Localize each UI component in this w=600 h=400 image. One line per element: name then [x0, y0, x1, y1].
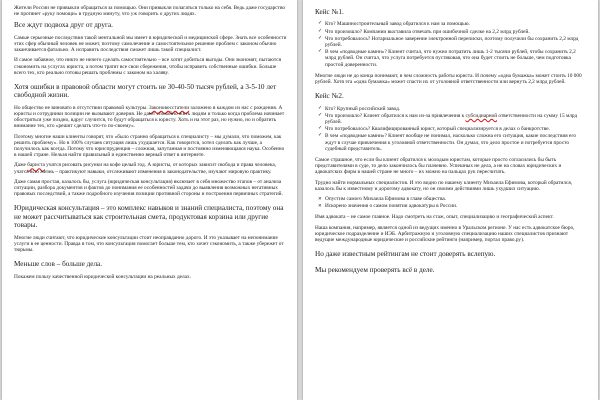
paragraph: Трудно найти нормальных специалистов. И это видно по нашему клиенту Михаила Ефимова, который обратился, казалось бы к известному и дорогому адвокату, но он своими действиями лишь ухудшил ситуацию. — [315, 179, 573, 192]
paragraph: Наша компания, например, является одной из ведущих именно в Уральском регионе. У нас есть адвокатское бюро, юридическое подразделение и ИЭБ. Арбитражную и уголовную специализацию наших специалистов признают ведущие международные юридические и российские рейтинги (например, портал право.ру). — [315, 224, 575, 244]
list-item: ✓ Кто? Крупный российский завод. — [325, 106, 588, 112]
paragraph: Многие люди не до конца понимают, в чем сложность работы юриста. И почему «одна бумажка» может стоить 10 000 рублей. Хотя эта «одна бумажка» может спасти их от уголовной ответственности или вернуть 2,2 млрд рублей. — [315, 72, 582, 86]
list-item — [325, 113, 588, 125]
section-heading: Хотя ошибки в правовой области могут стоить не 30-40-50 тысяч рублей, а 3-5-10 лет свободной жизни. — [14, 83, 277, 100]
case-heading: Кейс №2. — [315, 92, 344, 101]
intro-paragraph: Жители России не привыкли обращаться за помощью. Они привыкли полагаться только на себя. Ведь даже государство не протянет «руку помощи» в трудную минуту, что уж говорить о других людях. — [14, 5, 286, 18]
case-1-list — [315, 21, 588, 67]
paragraph: Поэтому многие наши клиенты говорят, что «было странно обращаться к специалисту – мы думали, что поможем, как решить проблему». Но в 100% случаев ситуация лишь ухудшается. Как говорится, хотел сделать как лучше, а получилось как всегда. Потому что юриспруденция – сложная, запутанная и постоянно изменяющаяся наука. Особенно в нашей стране. Нельзя найти правильный и единственно верный ответ в интернете. — [14, 133, 285, 159]
spellcheck-word[interactable]: субсидиарной — [465, 112, 498, 119]
section-heading: Все ждут подвоха друг от друга. — [14, 21, 113, 30]
page-right — [303, 0, 598, 400]
list-item: ✕ Опустим самого Михаила Ефимова в главе общества. — [325, 196, 588, 202]
spellcheck-word[interactable]: бариста — [27, 162, 45, 169]
text-run: Но общество не виновато в отсутствии правовой культуры. — [14, 104, 149, 111]
text-run: ответственности на сумму 15 млрд рублей. — [325, 112, 578, 126]
list-item: ✓ Кто? Машиностроительный завод обратился к нам за помощью. — [325, 21, 588, 27]
text-run: Даже — [14, 162, 28, 169]
paragraph: И самое забавное, что никто не ничего сделать самостоятельно – все хотят добиться выгоды. Они экономят, пытаются сэкономить на услугах юриста, а потом тратят все свои сбережения, чтобы исправить собственные ошибки. Больше всего тех, кто реально готовы решать проблемы с законом на халяву. — [14, 57, 282, 76]
list-item: ✓ В чем «подводные камни»? Клиент считал, что нужно потратить лишь 1-2 тысячи рублей, чтобы сохранить 2,2 млрд рублей. Он считал, что услуга потребуется пустяковая, что она будет стоить не больше, чем подготовка простой доверенности. — [325, 49, 588, 68]
section-heading: Меньше слов – больше дела. — [14, 260, 103, 269]
paragraph: Имя адвоката – не самое главное. Надо смотреть на стаж, опыт, специализацию и географический аспект. — [315, 214, 554, 221]
paragraph: Даже самая простая, казалось бы, услуга (юридическая консультация) включает в себя множество этапов – от анализа ситуации, разбора документов и фактов до понимания ее особенностей задачи до выявления возможных негативных правовых последствий, а также подробного изучения позиции противной стороны и построения первичных стратегий. — [14, 178, 283, 198]
list-item: ✓ В чем «подводные камни»? Клиент вообще не понимал, насколько сложна его ситуация, какие последствия его ждут в случае привлечения к уголовной ответственности. Он думал, что дело простое и потребуется просто судебный представитель. — [325, 133, 588, 152]
text-run: Что произошло? Клиент обратился к нам из-за привлечения к — [325, 112, 466, 119]
page-left — [2, 0, 297, 400]
paragraph: Самое страшное, что если бы клиент обратился к молодым юристам, которые просто согласились бы быть представителями в суде, то дело закончилось бы плачевно. Успешных не дела, а не на словах юридических и адвокатских фирм в нашей стране не много – их можно на пальцах рук пересчитать. — [315, 157, 562, 176]
list-item: ✓ Что потребовалось? Квалифицированный юрист, который специализируется в делах о банкротстве. — [325, 126, 588, 132]
section-heading: Юридическая консультация – это комплекс навыков и знаний специалиста, поэтому она не может рассчитываться как строительная смета, продуктовая корзина или другие товары. — [14, 204, 284, 230]
closing-heading: Но даже известным рейтингам не стоит доверять вслепую. — [315, 250, 496, 259]
cross-list — [315, 196, 588, 209]
paragraph — [14, 105, 287, 130]
case-heading: Кейс №1. — [315, 8, 344, 16]
spellcheck-word[interactable]: Законовосстатели — [149, 104, 190, 111]
list-item: ✕ Искорено значения о самом понятии адвокатуры в России. — [325, 203, 588, 209]
paragraph — [14, 162, 287, 174]
paragraph: Многие люди считают, что юридические консультации стоит неоправданно дорого. И это указывает на непонимание услуги в ее ценности. Правда в том, что консультация помогает больше тем, кто хочет сэкономить, а также убережет от тюрьмы. — [14, 234, 284, 254]
case-2-list — [315, 106, 588, 152]
list-item: ✓ Что потребовалось? Нотариальное заверение электронной переписки, поэтому получили бы сохранить 2,2 млрд рублей. — [325, 36, 588, 48]
closing-heading: Мы рекомендуем проверять всё в деле. — [315, 265, 435, 274]
paragraph: Покажем пользу качественной юридической консультации на реальных делах. — [14, 273, 191, 280]
text-run: учатся рисовать рисунки на кофе целый год. А юристы, от которых зависит свобода и права человека, учатся всю жизнь – практикуют навыки, отслеживают изменения в законодательстве, изучают мировую практику. — [14, 162, 277, 175]
list-item: ✓ Что произошло? Компании выставила отвечать при ошибочной сделке на 2,2 млрд рублей. — [325, 29, 588, 35]
paragraph: Самые серьезные последствия такой ментальной мы имеет в юридической и медицинской сфере. Знать все особенности этих сфер обычный человек не может, поэтому самолечение и самостоятельное решение проблем с законом обычно заканчивается фатально. А исправить последствия сможет лишь такой специалист. — [14, 34, 287, 54]
text-run: заложено в каждом из нас с рождения. А юристы и сотрудники полиции не вызывают доверия. Не дают спокойно жить людям и только когда проблема начинает обостряться уже поздно, вдруг случится, то будут обращаться к юристу. Хоть и на этот раз, но нужно, но и обратить внимание тех, кто «решит сделать что-то по-своему». — [14, 104, 285, 130]
